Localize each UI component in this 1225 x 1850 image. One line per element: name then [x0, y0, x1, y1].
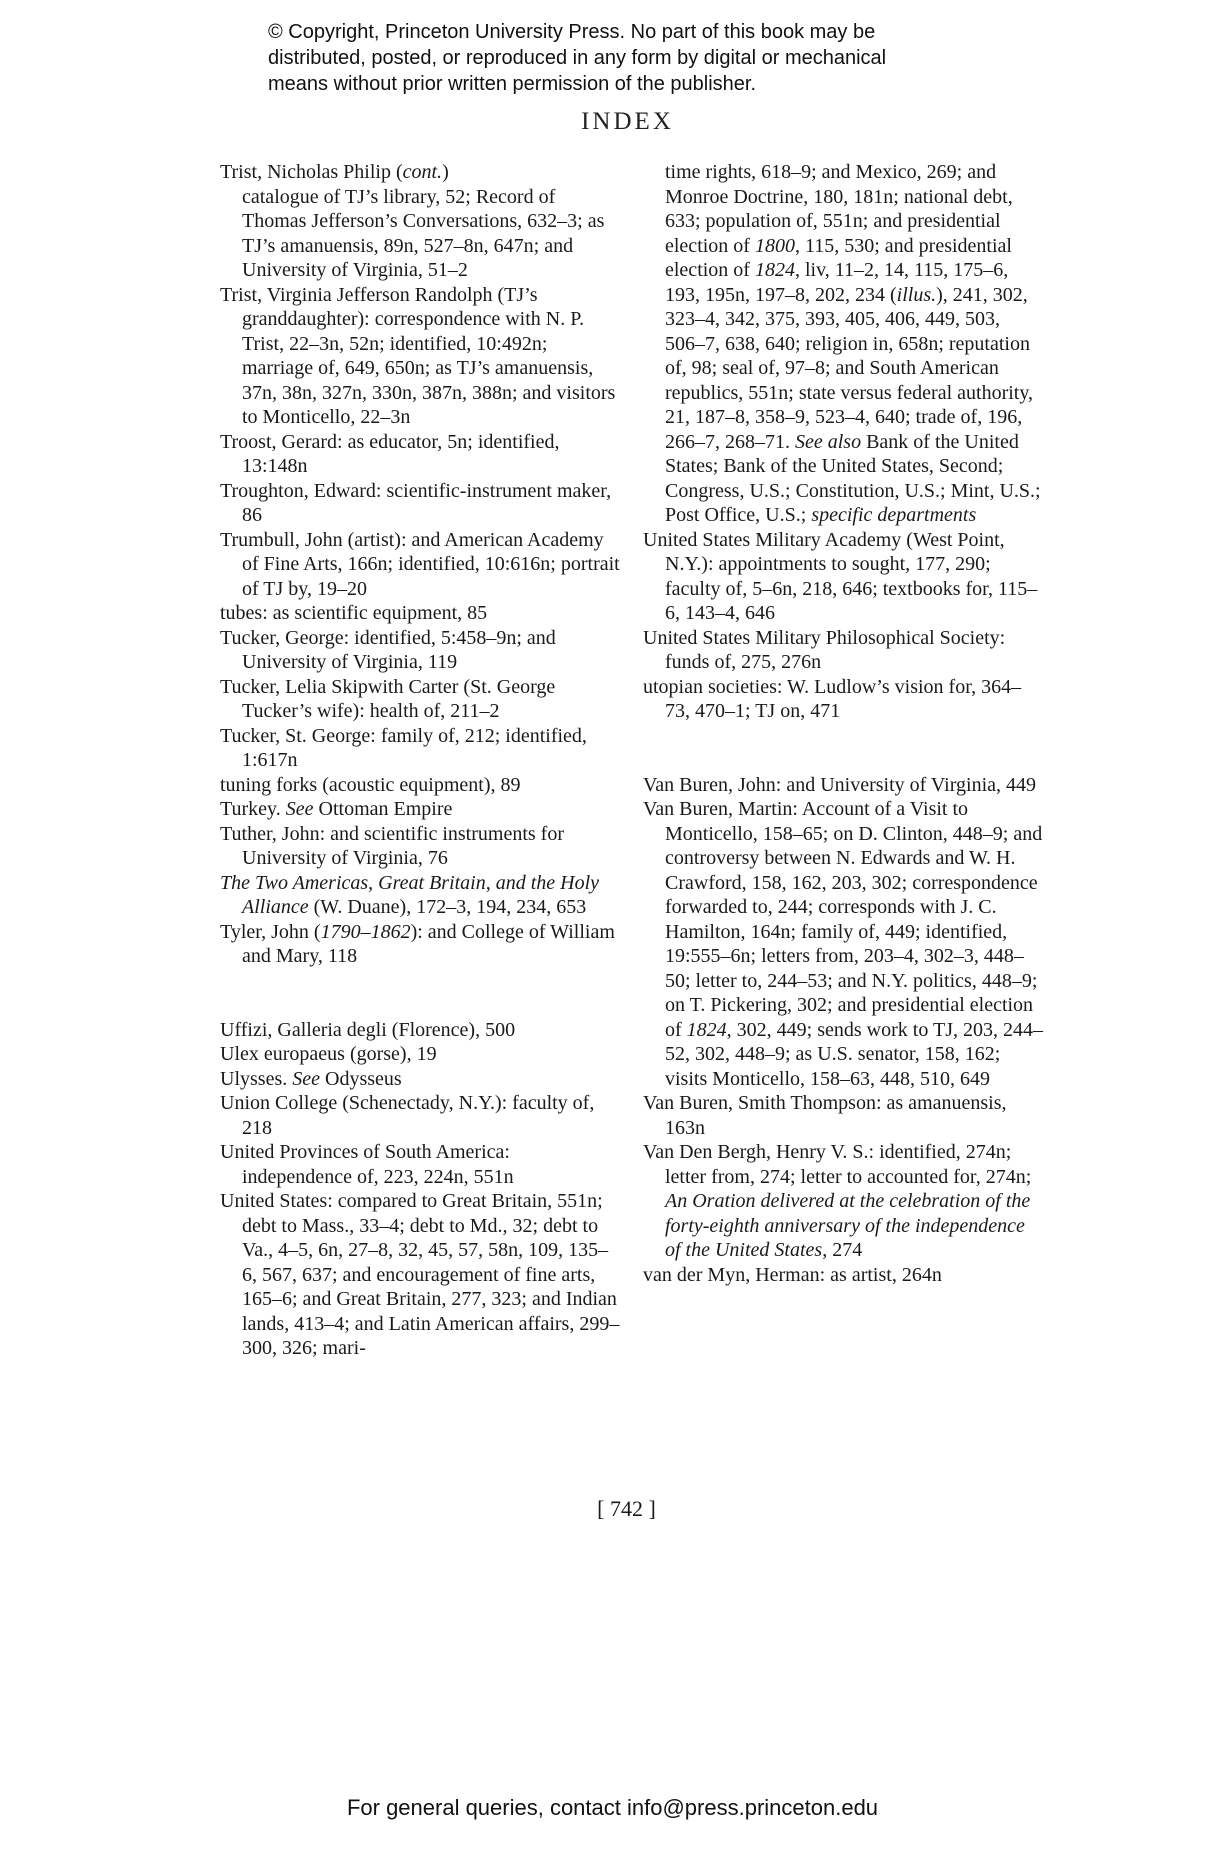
index-entry-text: utopian societies: W. Ludlow’s vision for, 364–73, 470–1; TJ on, 471 [643, 675, 1022, 722]
index-entry-text: Tyler, John ( [220, 920, 321, 943]
index-entry-text: Ulysses. [220, 1067, 293, 1090]
index-entry [220, 1091, 620, 1140]
index-entry [220, 871, 620, 920]
index-entry [220, 1067, 620, 1092]
index-entry [220, 675, 620, 724]
index-entry-text: , liv, 11–2, 14, 115, 175–6, 193, 195n, 197–8, 202, 234 ( [665, 259, 1009, 306]
index-entry-text: Trumbull, John (artist): and American Academy of Fine Arts, 166n; identified, 10:616n; portrait of TJ by, 19–20 [220, 528, 620, 600]
contact-email-link[interactable]: info@press.princeton.edu [627, 1795, 879, 1820]
index-entry [643, 773, 1043, 798]
letter-section-gap [220, 969, 620, 1018]
index-column-left [220, 160, 620, 1361]
index-entry [220, 528, 620, 602]
index-entry [643, 160, 1043, 528]
index-entry [220, 160, 620, 185]
index-entry [220, 1140, 620, 1189]
footer [0, 1795, 1225, 1821]
index-entry-text: , 115, 530; and presidential election of [665, 234, 1012, 281]
index-entry [220, 479, 620, 528]
index-entry [643, 675, 1043, 724]
index-entry-text: tubes: as scientific equipment, 85 [220, 602, 488, 624]
index-entry-text: Turkey. [220, 798, 286, 820]
index-entry-text: ) [442, 161, 449, 183]
index-entry [220, 773, 620, 798]
index-entry-text: Tuther, John: and scientific instruments for University of Virginia, 76 [220, 822, 564, 869]
index-entry-italic-text: 1790–1862 [320, 920, 411, 943]
index-entry-text: Ulex europaeus (gorse), 19 [220, 1043, 437, 1065]
index-entry-italic-text: specific departments [811, 504, 977, 526]
index-entry-text: Tucker, George: identified, 5:458–9n; and University of Virginia, 119 [220, 626, 556, 673]
index-entry-text: Bank of the United States; Bank of the United States, Second; Congress, U.S.; Constitution, U.S.; Mint, U.S.; Post Office, U.S.; [665, 430, 1041, 526]
index-entry-text: tuning forks (acoustic equipment), 89 [220, 773, 521, 796]
index-entry-text: United States Military Philosophical Society: funds of, 275, 276n [643, 626, 1006, 673]
letter-section-gap [643, 724, 1043, 773]
index-entry-text: , 274 [822, 1239, 863, 1261]
index-entry [220, 1189, 620, 1361]
index-entry-italic-text: See [292, 1067, 320, 1090]
page-number: [ 742 ] [597, 1496, 656, 1521]
copyright-notice [268, 19, 1028, 97]
footer-text: For general queries, contact [346, 1795, 627, 1820]
index-entry-text: catalogue of TJ’s library, 52; Record of Thomas Jefferson’s Conversations, 632–3; as TJ’s amanuensis, 89n, 527–8n, 647n; and University of Virginia, 51–2 [242, 185, 605, 281]
index-entry-text: time rights, 618–9; and Mexico, 269; and Monroe Doctrine, 180, 181n; national debt, 633; population of, 551n; and presidential election of [665, 161, 1013, 257]
index-entry [220, 1042, 620, 1067]
index-entry-text: Troost, Gerard: as educator, 5n; identified, 13:148n [220, 430, 560, 477]
index-entry-text: van der Myn, Herman: as artist, 264n [643, 1263, 942, 1286]
page-title: INDEX [581, 108, 674, 135]
index-entry [220, 601, 620, 626]
index-entry-italic-text: An Oration delivered at the celebration of the forty-eighth anniversary of the independence of the United States [665, 1190, 1031, 1261]
index-entry-text: (W. Duane), 172–3, 194, 234, 653 [308, 896, 587, 918]
index-entry [220, 724, 620, 773]
index-entry-text: Odysseus [320, 1067, 402, 1090]
index-entry-text: Trist, Nicholas Philip ( [220, 161, 403, 183]
index-entry-text: Union College (Schenectady, N.Y.): faculty of, 218 [220, 1092, 595, 1139]
index-entry-text: Van Buren, Martin: Account of a Visit to Monticello, 158–65; on D. Clinton, 448–9; and controversy between N. Edwards and W. H. Crawford, 158, 162, 203, 302; correspondence forwarded to, 244; corresponds with J. C. Hamilton, 164n; family of, 449; identified, 19:555–6n; letters from, 203–4, 302–3, 448–50; letter to, 244–53; and N.Y. politics, 448–9; on T. Pickering, 302; and presidential election of [643, 798, 1043, 1041]
index-entry-italic-text: See also [795, 430, 862, 453]
index-entry-text: Tucker, St. George: family of, 212; identified, 1:617n [220, 724, 587, 771]
index-entry-text: Ottoman Empire [313, 798, 453, 820]
index-entry [220, 283, 620, 430]
index-entry-text: Van Den Bergh, Henry V. S.: identified, 274n; letter from, 274; letter to accounted for, 274n; [643, 1141, 1032, 1188]
index-entry-italic-text: See [285, 798, 314, 820]
index-entry-text: Uffizi, Galleria degli (Florence), 500 [220, 1018, 516, 1041]
index-entry-text: ), 241, 302, 323–4, 342, 375, 393, 405, 406, 449, 503, 506–7, 638, 640; religion in, 658n; reputation of, 98; seal of, 97–8; and South American republics, 551n; state versus federal authority, 21, 187–8, 358–9, 523–4, 640; trade of, 196, 266–7, 268–71. [665, 283, 1034, 453]
copyright-line-3: means without prior written permission of the publisher. [268, 73, 757, 95]
index-entry [220, 920, 620, 969]
index-entry [220, 1018, 620, 1043]
index-entry [220, 430, 620, 479]
index-entry-text: Van Buren, Smith Thompson: as amanuensis, 163n [643, 1092, 1007, 1139]
index-entry-text: United States: compared to Great Britain, 551n; debt to Mass., 33–4; debt to Md., 32; debt to Va., 4–5, 6n, 27–8, 32, 45, 57, 58n, 109, 135–6, 567, 637; and encouragement of fine arts, 165–6; and Great Britain, 277, 323; and Indian lands, 413–4; and Latin American affairs, 299–300, 326; mari- [220, 1190, 620, 1359]
index-entry [643, 797, 1043, 1091]
index-entry [220, 626, 620, 675]
index-entry-italic-text: 1800 [754, 234, 795, 257]
index-entry [643, 626, 1043, 675]
index-entry-text: Troughton, Edward: scientific-instrument maker, 86 [220, 479, 612, 526]
index-entry [643, 1091, 1043, 1140]
index-entry-text: United Provinces of South America: independence of, 223, 224n, 551n [220, 1141, 514, 1188]
index-entry-text: Van Buren, John: and University of Virginia, 449 [643, 773, 1037, 796]
index-entry-text: , 302, 449; sends work to TJ, 203, 244–52, 302, 448–9; as U.S. senator, 158, 162; visits Monticello, 158–63, 448, 510, 649 [665, 1018, 1043, 1090]
index-entry-text: ): and College of William and Mary, 118 [242, 920, 615, 967]
index-entry [220, 797, 620, 822]
index-entry [643, 1140, 1043, 1263]
index-entry [643, 1263, 1043, 1288]
index-entry [643, 528, 1043, 626]
index-entry-italic-text: 1824 [754, 259, 795, 281]
copyright-line-2: distributed, posted, or reproduced in any form by digital or mechanical [268, 47, 887, 69]
index-entry-italic-text: cont. [402, 161, 443, 183]
index-entry-italic-text: illus. [896, 283, 937, 306]
index-entry-text: Trist, Virginia Jefferson Randolph (TJ’s granddaughter): correspondence with N. P. Trist, 22–3n, 52n; identified, 10:492n; marriage of, 649, 650n; as TJ’s amanuensis, 37n, 38n, 327n, 330n, 387n, 388n; and visitors to Monticello, 22–3n [220, 283, 616, 428]
index-entry-italic-text: 1824 [686, 1018, 727, 1041]
index-column-right [643, 160, 1043, 1287]
copyright-line-1: © Copyright, Princeton University Press. No part of this book may be [268, 21, 876, 43]
index-entry [220, 185, 620, 283]
index-entry-text: United States Military Academy (West Point, N.Y.): appointments to sought, 177, 290; faculty of, 5–6n, 218, 646; textbooks for, 115–6, 143–4, 646 [643, 528, 1038, 624]
index-entry-text: Tucker, Lelia Skipwith Carter (St. George Tucker’s wife): health of, 211–2 [220, 675, 556, 722]
index-entry-italic-text: The Two Americas, Great Britain, and the Holy Alliance [220, 871, 600, 918]
index-entry [220, 822, 620, 871]
